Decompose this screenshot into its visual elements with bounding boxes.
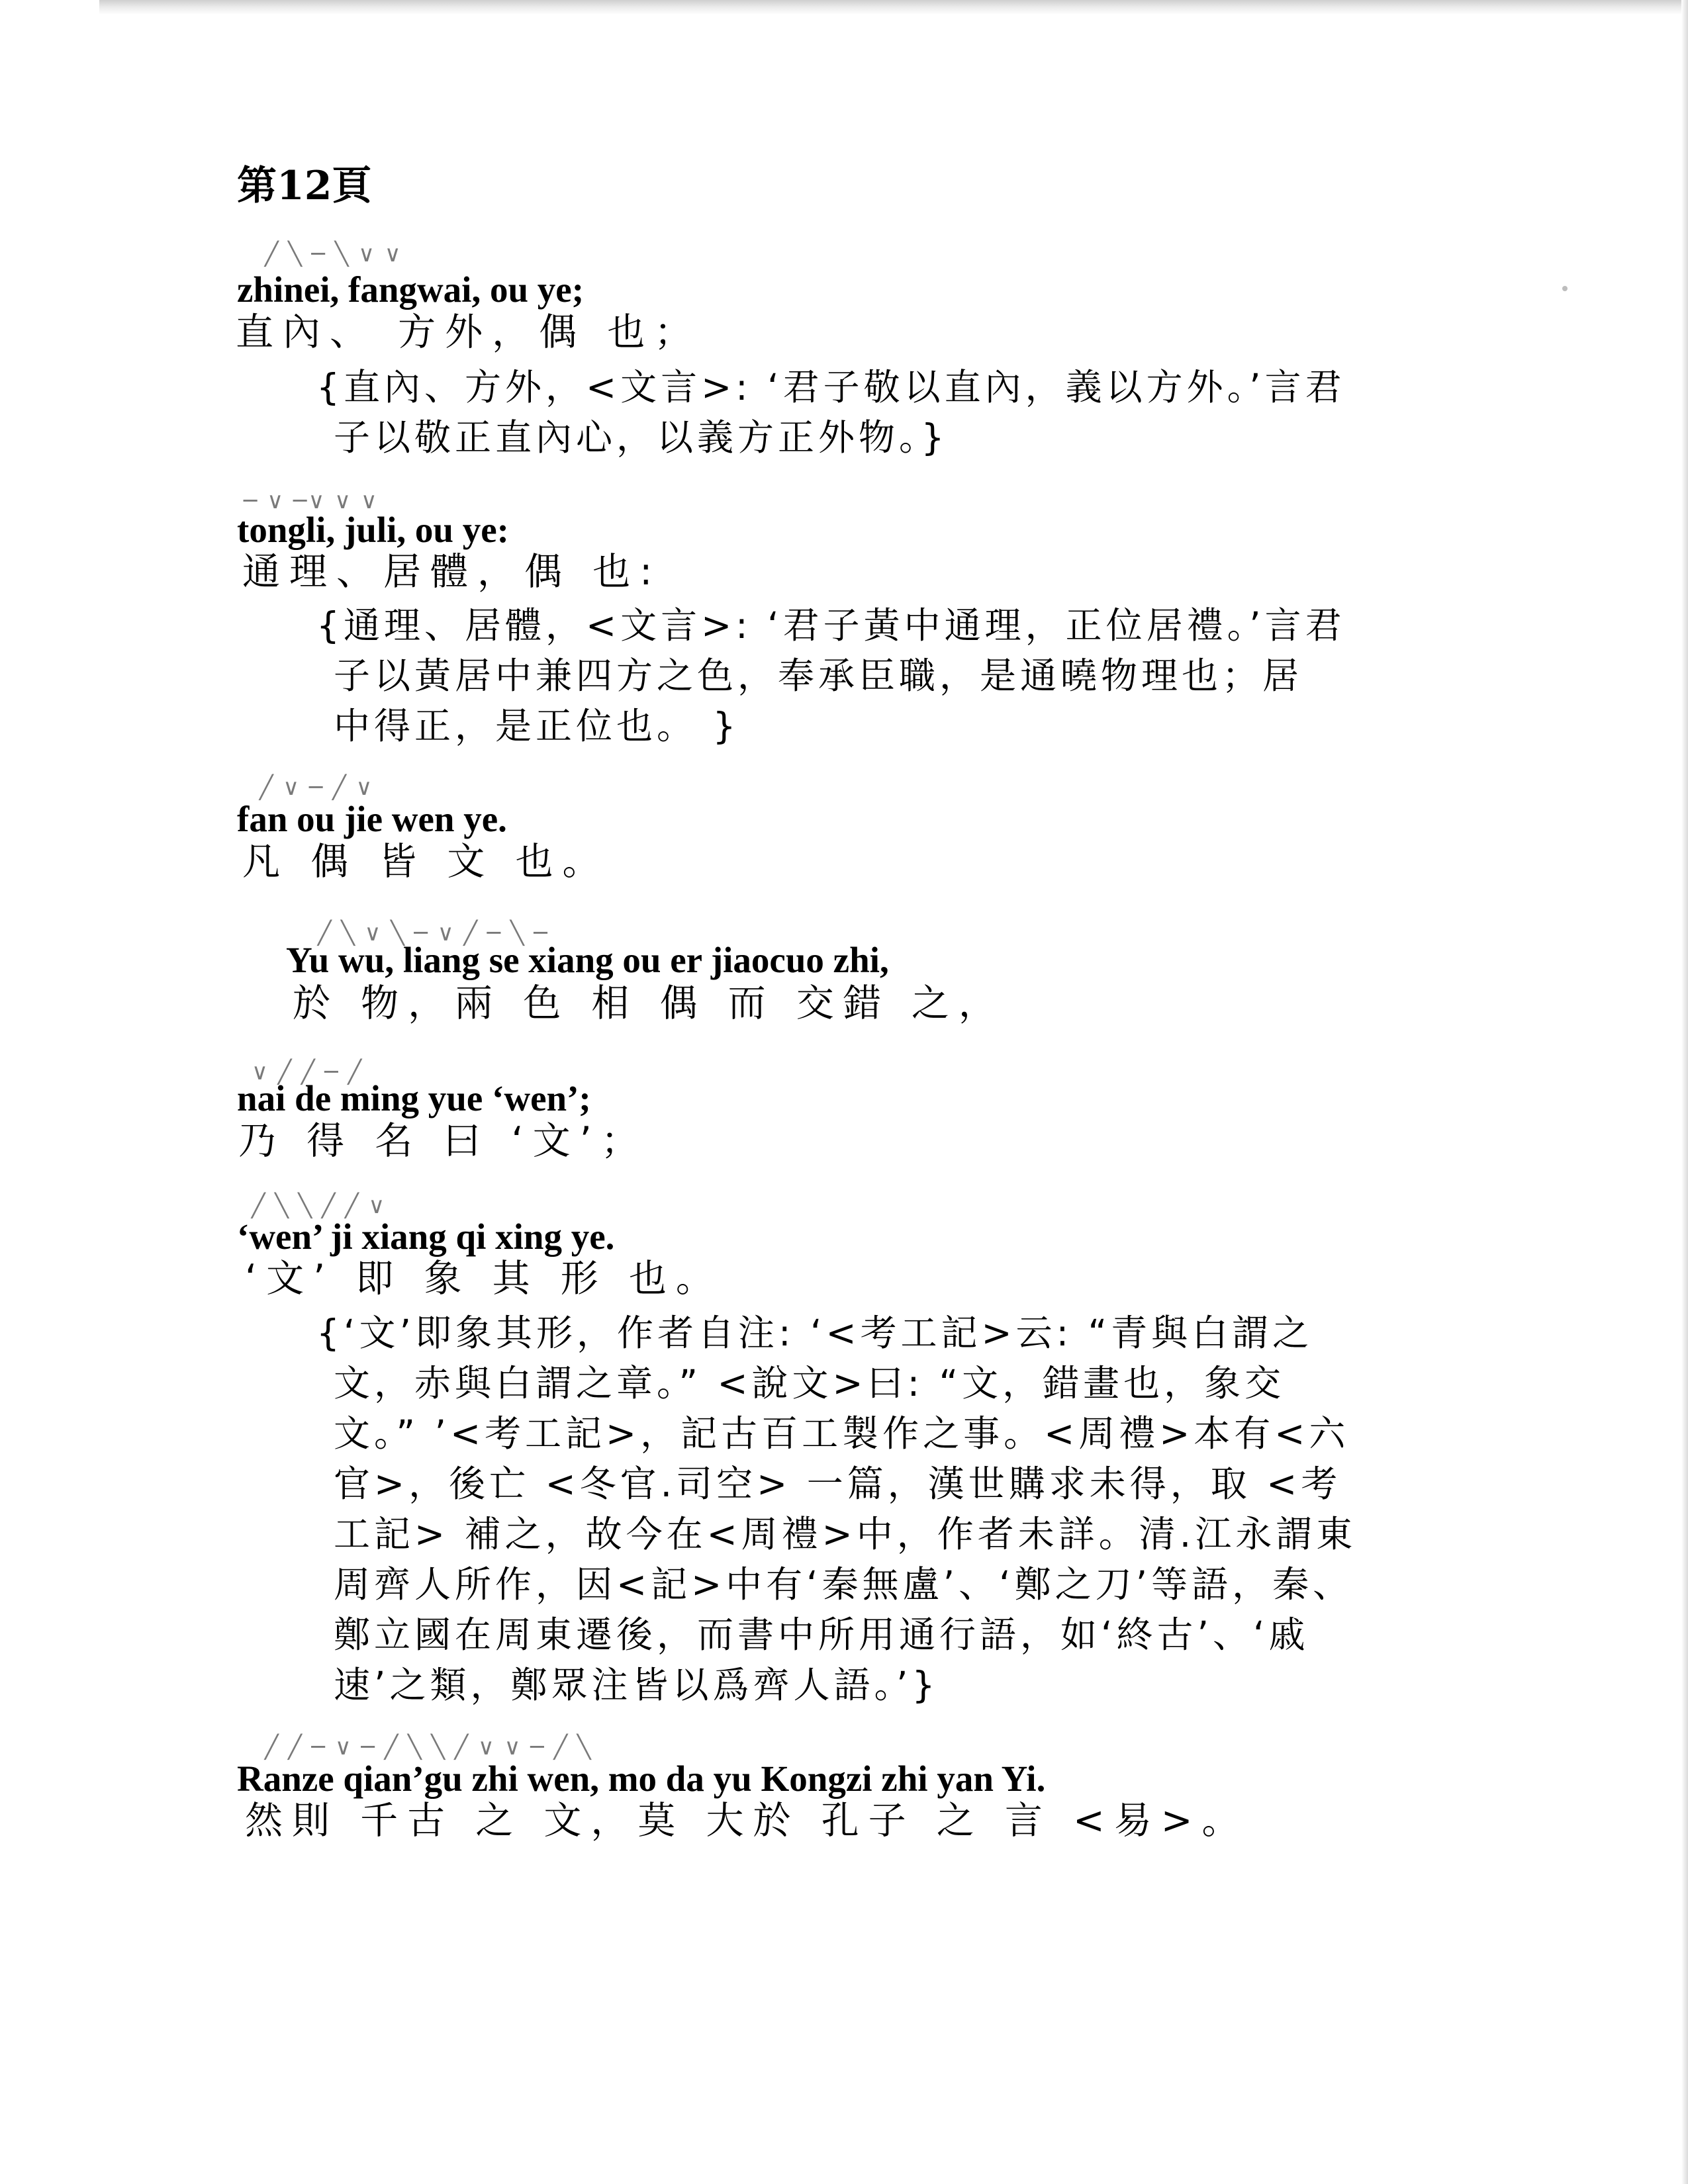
pinyin-line: tongli, juli, ou ye: xyxy=(237,510,509,550)
tone-marks: ╱ ∨ ─ ╱ ∨ xyxy=(259,774,374,801)
note-line: 文。” ’<考工記>，記古百工製作之事。<周禮>本有<六 xyxy=(334,1412,1350,1455)
hanzi-line: 直內、 方外，偶 也； xyxy=(236,310,702,354)
note-line: 速’之類，鄭眾注皆以爲齊人語。’} xyxy=(334,1664,939,1706)
pinyin-line: nai de ming yue ‘wen’; xyxy=(237,1078,591,1118)
scan-edge-right xyxy=(1681,0,1688,2184)
note-line: {‘文’即象其形，作者自注: ‘<考工記>云: “青與白謂之 xyxy=(316,1312,1313,1354)
note-line: 子以敬正直內心，以義方正外物。} xyxy=(334,416,949,459)
commentary-note xyxy=(316,362,1346,463)
pinyin-line: ‘wen’ ji xiang qi xing ye. xyxy=(237,1216,615,1257)
note-line: 周齊人所作，因<記>中有‘秦無盧’、‘鄭之刀’等語，秦、 xyxy=(334,1563,1354,1606)
tone-marks: ─ ∨ ─∨ ∨ ∨ xyxy=(244,488,379,514)
pinyin-line: Ranze qian’gu zhi wen, mo da yu Kongzi zhi yan Yi. xyxy=(237,1758,1046,1799)
tone-marks: ∨ ╱ ╱ ─ ╱ xyxy=(252,1059,363,1085)
hanzi-line: 凡 偶 皆 文 也。 xyxy=(242,840,610,884)
hanzi-line: 於 物，兩 色 相 偶 而 交錯 之， xyxy=(293,981,1006,1025)
note-line: 鄭立國在周東遷後，而書中所用通行語，如‘終古’、‘戚 xyxy=(334,1614,1309,1656)
commentary-note xyxy=(316,600,1346,751)
tone-marks: ╱ ╲ ─ ╲ ∨ ∨ xyxy=(265,241,402,267)
note-line: 官>，後亡 <冬官.司空> 一篇，漢世購求未得，取 <考 xyxy=(334,1463,1342,1505)
note-line: 工記> 補之，故今在<周禮>中，作者未詳。清.江永謂東 xyxy=(334,1513,1357,1555)
hanzi-line: ‘文’ 即 象 其 形 也。 xyxy=(245,1257,723,1300)
note-line: {直內、方外，<文言>: ‘君子敬以直內，義以方外。’言君 xyxy=(316,366,1346,408)
note-line: 文，赤與白謂之章。” <說文>曰: “文，錯畫也，象交 xyxy=(334,1362,1286,1404)
scan-speck xyxy=(1562,286,1568,291)
commentary-note xyxy=(316,1308,1356,1710)
note-line: {通理、居體，<文言>: ‘君子黃中通理，正位居禮。’言君 xyxy=(316,604,1346,647)
pinyin-line: zhinei, fangwai, ou ye; xyxy=(237,269,585,310)
scan-edge-top xyxy=(99,0,1688,15)
pinyin-line: fan ou jie wen ye. xyxy=(237,799,507,839)
hanzi-line: 乃 得 名 曰 ‘文’； xyxy=(238,1119,648,1163)
page-title: 第12頁 xyxy=(237,163,372,209)
hanzi-line: 通理、居體，偶 也: xyxy=(242,550,662,594)
hanzi-line: 然則 千古 之 文，莫 大於 孔子 之 言 <易>。 xyxy=(245,1799,1249,1843)
tone-marks: ╱ ╱ ─ ∨ ─ ╱ ╲ ╲ ╱ ∨ ∨ ─ ╱ ╲ xyxy=(265,1734,592,1760)
note-line: 中得正，是正位也。 } xyxy=(334,705,740,747)
tone-marks: ╱ ╲ ╲ ╱ ╱ ∨ xyxy=(252,1193,387,1219)
note-line: 子以黃居中兼四方之色，奉承臣職，是通曉物理也；居 xyxy=(334,655,1303,697)
pinyin-line: Yu wu, liang se xiang ou er jiaocuo zhi, xyxy=(286,940,889,980)
tone-marks: ╱ ╲ ∨ ╲ ─ ∨ ╱ ─ ╲ ─ xyxy=(318,920,549,946)
